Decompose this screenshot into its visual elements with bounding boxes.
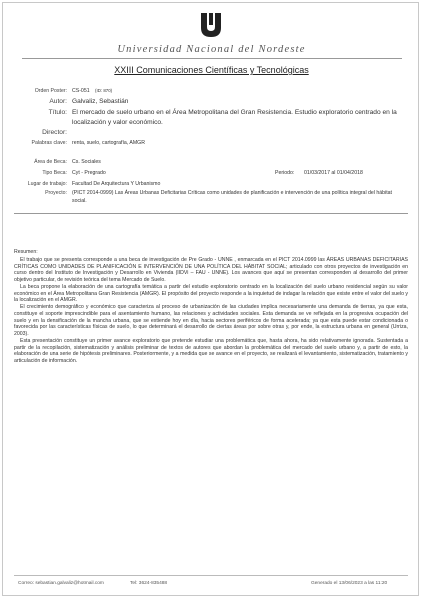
summary-paragraph: Esta presentación constituye un primer avance exploratorio que pretende estudiar una problemática que, hasta ahora, ha sido relativamente ignorada. Sustentada a partir de la recopilación, sistematización y análisis preliminar de textos de autores que abordan la problemática del mercado del suelo urbano y, a partir de esto, la elaboración de una serie de hipótesis preliminares. Posteriormente, y a medida que se avance en el proyecto, se realizará el levantamiento, sistematización, tratamiento y articulación de información.	[14, 337, 408, 364]
palabras-clave-value: renta, suelo, cartografía, AMGR	[72, 140, 145, 146]
orden-poster-label: Orden Poster:	[34, 88, 67, 94]
tipo-beca-label: Tipo Beca:	[42, 170, 67, 176]
university-logo-icon	[199, 11, 223, 39]
fields-divider	[14, 213, 408, 214]
footer-phone: Tel: 3624-835488	[130, 581, 168, 586]
area-beca-label: Área de Beca:	[34, 159, 67, 165]
lugar-trabajo-label: Lugar de trabajo:	[27, 181, 67, 187]
poster-id: (ID: 870)	[95, 88, 113, 93]
director-label: Director:	[42, 129, 67, 136]
footer-divider	[14, 575, 408, 576]
footer-generated: Generado el 13/06/2023 a las 11:20	[311, 581, 388, 586]
header-divider	[22, 58, 402, 59]
titulo-label: Título:	[48, 109, 67, 116]
proyecto-value: (PICT 2014-0999) Las Áreas Urbanas Deficitarias Críticas como unidades de planificación e intervención de una política integral del hábitat social.	[72, 190, 392, 204]
autor-label: Autor:	[49, 98, 67, 105]
summary-paragraph: La beca propone la elaboración de una cartografía temática a partir del estudio exploratorio centrado en la localización del suelo urbano residencial según su valor económico en el Área Metropolitana Gran Resistencia (AMGR). El propósito del proyecto responde a la inquietud de indagar la relación que existe entre el valor del suelo y la localización en el AMGR.	[14, 283, 408, 304]
titulo-value: El mercado de suelo urbano en el Área Metropolitana del Gran Resistencia. Estudio exploratorio centrado en la localización y valor económico.	[72, 109, 397, 126]
proyecto-label: Proyecto:	[45, 190, 67, 196]
lugar-trabajo-value: Facultad De Arquitectura Y Urbanismo	[72, 181, 161, 187]
tipo-beca-value: Cyt - Pregrado	[72, 170, 106, 176]
periodo-label: Periodo:	[275, 170, 295, 176]
summary-paragraph: El crecimiento demográfico y económico que caracteriza al proceso de urbanización de las ciudades implica necesariamente una demanda de tierras, ya que esta, constituye el soporte imprescindible para el asentamiento humano, las relaciones y actividades sociales. Esta demanda se ve reflejada en la progresiva ocupación del suelo y en la densificación de la mancha urbana, que se extiende hoy en día, hacia sectores periféricos de forma acelerada; ya que esta puede estar condicionada o favorecida por las características físicas de suelo, lo que determinará el desarrollo de ciertas áreas por sobre otras y, por ende, la estructura urbana en general (Urriza, 2003).	[14, 304, 408, 337]
summary-paragraph: El trabajo que se presenta corresponde a una beca de investigación de Pre Grado - UNNE , enmarcada en el PICT 2014.0999 las ÁREAS URBANAS DEFICITARIAS CRÍTICAS COMO UNIDADES DE PLANIFICACIÓN E INTERVENCIÓN DE UNA POLÍTICA DEL HÁBITAT SOCIAL; articulado con otros proyectos de investigación en curso dentro del Instituto de Investigación y Desarrollo en Vivienda (IIDVi – FAU - UNNE). Los avances que aquí se presentan corresponden al desarrollo del primer objetivo particular, de revisión teórica del tema Mercado de Suelo.	[14, 256, 408, 283]
summary-section	[14, 249, 408, 365]
orden-poster-code: CS-051	[72, 88, 90, 94]
autor-value: Galvaliz, Sebastián	[72, 98, 129, 105]
palabras-clave-label: Palabras clave:	[31, 140, 67, 146]
orden-poster-value	[72, 88, 112, 94]
summary-heading: Resumen:	[14, 249, 38, 255]
periodo-value: 01/03/2017 al 01/04/2018	[304, 170, 363, 176]
event-title: XXIII Comunicaciones Científicas y Tecnológicas	[114, 65, 309, 75]
footer-email: Correo: sebastian.galvaliz@hotmail.com	[18, 581, 104, 586]
area-beca-value: Cs. Sociales	[72, 159, 101, 165]
university-name: Universidad Nacional del Nordeste	[117, 44, 306, 55]
